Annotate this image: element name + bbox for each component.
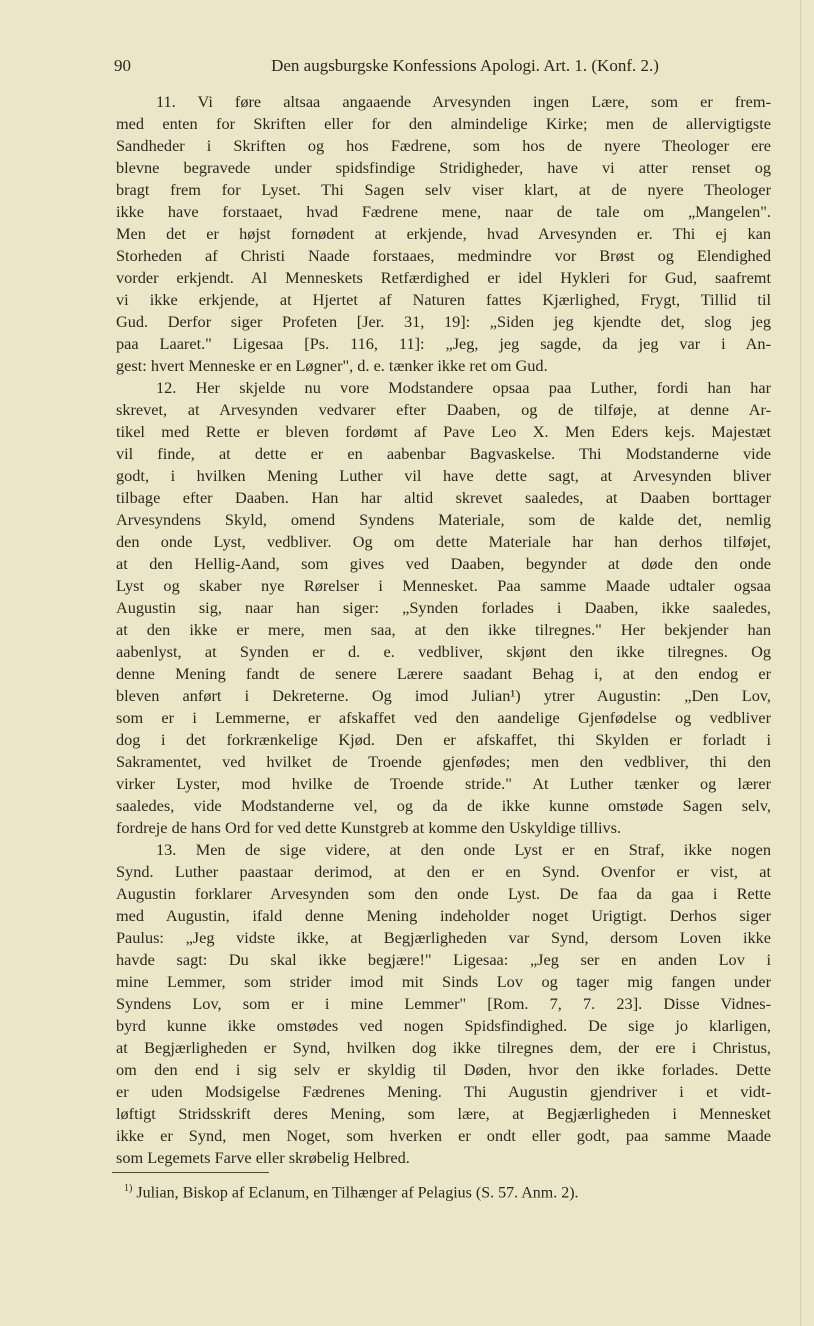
text-line: vil finde, at dette er en aabenbar Bagvaskelse. Thi Modstanderne vide <box>116 444 771 463</box>
text-line: byrd kunne ikke omstødes ved nogen Spidsfindighed. De sige jo klarligen, <box>116 1016 771 1035</box>
text-line: virker Lyster, mod hvilke de Troende stride." At Luther tænker og lærer <box>116 774 771 793</box>
text-line: den onde Lyst, vedbliver. Og om dette Materiale har han derhos tilføjet, <box>116 532 771 551</box>
page-number: 90 <box>114 56 131 75</box>
running-title: Den augsburgske Konfessions Apologi. Art. 1. (Konf. 2.) <box>271 56 659 75</box>
paragraph <box>116 839 771 1169</box>
text-line: at den ikke er mere, men saa, at den ikke tilregnes." Her bekjender han <box>116 620 771 639</box>
page-edge <box>800 0 801 1326</box>
text-line: Augustin forklarer Arvesynden som den onde Lyst. De faa da gaa i Rette <box>116 884 771 903</box>
text-line: bragt frem for Lyset. Thi Sagen selv viser klart, at de nyere Theologer <box>116 180 771 199</box>
text-line: 12. Her skjelde nu vore Modstandere opsaa paa Luther, fordi han har <box>156 378 771 397</box>
text-line: Gud. Derfor siger Profeten [Jer. 31, 19]: „Siden jeg kjendte det, slog jeg <box>116 312 771 331</box>
text-line: Men det er højst fornødent at erkjende, hvad Arvesynden er. Thi ej kan <box>116 224 771 243</box>
text-line: Synd. Luther paastaar derimod, at den er en Synd. Ovenfor er vist, at <box>116 862 771 881</box>
text-line: løftigt Stridsskrift deres Mening, som lære, at Begjærligheden i Mennesket <box>116 1104 771 1123</box>
text-line: Lyst og skaber nye Rørelser i Mennesket. Paa samme Maade udtaler ogsaa <box>116 576 771 595</box>
text-line: denne Mening fandt de senere Lærere saadant Behag i, at den endog er <box>116 664 771 683</box>
text-line: er uden Modsigelse Fædrenes Mening. Thi Augustin gjendriver i et vidt- <box>116 1082 771 1101</box>
text-line: Sandheder i Skriften og hos Fædrene, som hos de nyere Theologer ere <box>116 136 771 155</box>
footnote-marker: 1) <box>124 1183 133 1194</box>
text-line: gest: hvert Menneske er en Løgner", d. e. tænker ikke ret om Gud. <box>116 356 548 375</box>
text-line: Syndens Lov, som er i mine Lemmer" [Rom. 7, 7. 23]. Disse Vidnes- <box>116 994 771 1013</box>
text-line: saaledes, vide Modstanderne vel, og da de ikke kunne omstøde Sagen selv, <box>116 796 771 815</box>
text-line: Paulus: „Jeg vidste ikke, at Begjærligheden var Synd, dersom Loven ikke <box>116 928 771 947</box>
text-line: som er i Lemmerne, er afskaffet ved den aandelige Gjenfødelse og vedbliver <box>116 708 771 727</box>
text-line: om den end i sig selv er skyldig til Døden, hvor den ikke forlades. Dette <box>116 1060 771 1079</box>
text-line: 13. Men de sige videre, at den onde Lyst er en Straf, ikke nogen <box>156 840 771 859</box>
text-line: bleven anført i Dekreterne. Og imod Julian¹) ytrer Augustin: „Den Lov, <box>116 686 771 705</box>
text-line: blevne begravede under spidsfindige Stridigheder, have vi atter renset og <box>116 158 771 177</box>
text-line: tilbage efter Daaben. Han har altid skrevet saaledes, at Daaben borttager <box>116 488 771 507</box>
text-line: skrevet, at Arvesynden vedvarer efter Daaben, og de tilføje, at denne Ar- <box>116 400 771 419</box>
footnote-divider <box>112 1172 269 1173</box>
text-line: med enten for Skriften eller for den almindelige Kirke; men de allervigtigste <box>116 114 771 133</box>
paragraph <box>116 377 771 839</box>
text-line: Storheden af Christi Naade forstaaes, medmindre vor Brøst og Elendighed <box>116 246 771 265</box>
body-text <box>116 91 771 1169</box>
text-line: med Augustin, ifald denne Mening indeholder noget Urigtigt. Derhos siger <box>116 906 771 925</box>
text-line: paa Laaret." Ligesaa [Ps. 116, 11]: „Jeg, jeg sagde, da jeg var i An- <box>116 334 771 353</box>
text-line: vorder erkjendt. Al Menneskets Retfærdighed er idel Hykleri for Gud, saafremt <box>116 268 771 287</box>
text-line: mine Lemmer, som strider imod mit Sinds Lov og tager mig fangen under <box>116 972 771 991</box>
text-line: aabenlyst, at Synden er d. e. vedbliver, skjønt den ikke tilregnes. Og <box>116 642 771 661</box>
text-line: tikel med Rette er bleven fordømt af Pave Leo X. Men Eders kejs. Majestæt <box>116 422 771 441</box>
text-line: ikke er Synd, men Noget, som hverken er ondt eller godt, paa samme Maade <box>116 1126 771 1145</box>
text-line: at Begjærligheden er Synd, hvilken dog ikke tilregnes dem, der ere i Christus, <box>116 1038 771 1057</box>
text-line: dog i det forkrænkelige Kjød. Den er afskaffet, thi Skylden er forladt i <box>116 730 771 749</box>
paragraph <box>116 91 771 377</box>
text-line: godt, i hvilken Mening Luther vil have dette sagt, at Arvesynden bliver <box>116 466 771 485</box>
text-line: Augustin sig, naar han siger: „Synden forlades i Daaben, ikke saaledes, <box>116 598 771 617</box>
footnote-text: Julian, Biskop af Eclanum, en Tilhænger af Pelagius (S. 57. Anm. 2). <box>136 1184 579 1202</box>
text-line: at den Hellig-Aand, som gives ved Daaben, begynder at døde den onde <box>116 554 771 573</box>
text-line: vi ikke erkjende, at Hjertet af Naturen fattes Kjærlighed, Frygt, Tillid til <box>116 290 771 309</box>
text-line: som Legemets Farve eller skrøbelig Helbred. <box>116 1148 410 1167</box>
text-line: ikke have forstaaet, hvad Fædrene mene, naar de tale om „Mangelen". <box>116 202 771 221</box>
text-line: 11. Vi føre altsaa angaaende Arvesynden ingen Lære, som er frem- <box>156 92 771 111</box>
text-line: fordreje de hans Ord for ved dette Kunstgreb at komme den Uskyldige tillivs. <box>116 818 622 837</box>
text-line: Sakramentet, ved hvilket de Troende gjenfødes; men den vedbliver, thi den <box>116 752 771 771</box>
text-line: havde sagt: Du skal ikke begjære!" Ligesaa: „Jeg ser en anden Lov i <box>116 950 771 969</box>
footnote <box>124 1183 579 1202</box>
text-line: Arvesyndens Skyld, omend Syndens Materiale, som de kalde det, nemlig <box>116 510 771 529</box>
